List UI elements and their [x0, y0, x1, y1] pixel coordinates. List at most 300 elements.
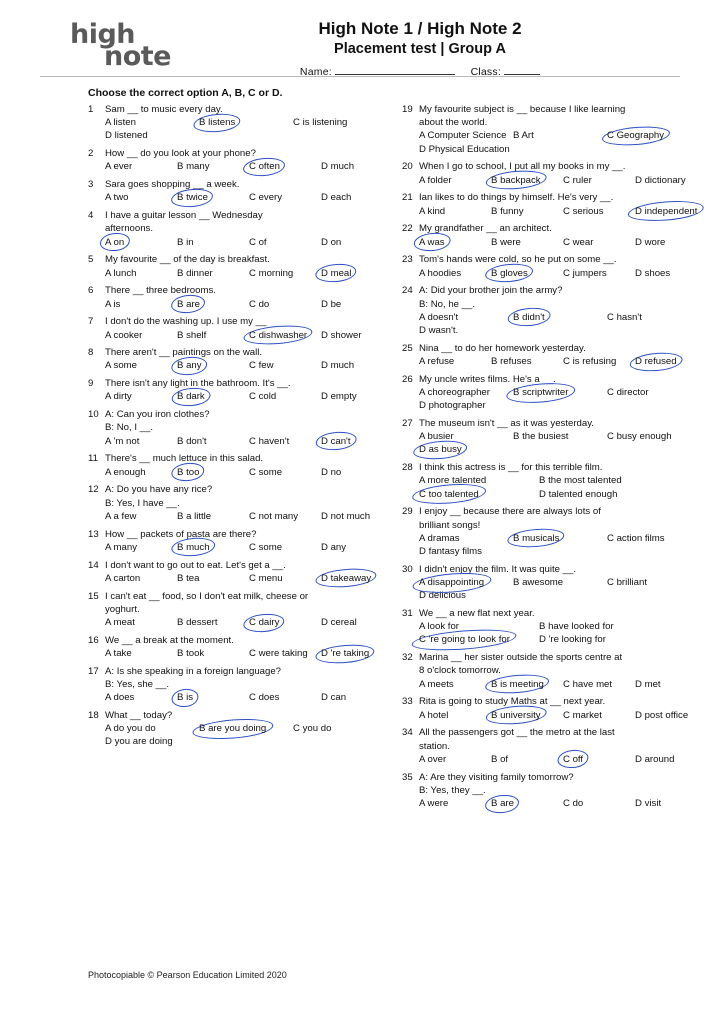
- question-subtext: 8 o'clock tomorrow.: [419, 665, 501, 677]
- question-number: 4: [88, 210, 94, 222]
- question-text: There isn't any light in the bathroom. It's __.: [105, 378, 291, 390]
- question-text: My uncle writes films. He's a __.: [419, 373, 556, 385]
- answer-option[interactable]: D listened: [105, 130, 148, 142]
- option-row: [105, 691, 380, 704]
- question-text: I enjoy __ because there are always lots of: [419, 506, 601, 518]
- answer-option[interactable]: [177, 691, 247, 704]
- option-row: [419, 399, 712, 412]
- answer-option[interactable]: D much: [321, 161, 355, 173]
- question-item: [402, 342, 712, 368]
- answer-option[interactable]: C have met: [563, 678, 613, 690]
- question-text: My grandfather __ an architect.: [419, 223, 552, 235]
- question-text: When I go to school, I put all my books in my __.: [419, 161, 626, 173]
- footer-copyright: Photocopiable © Pearson Education Limited 2020: [88, 970, 287, 980]
- answer-option[interactable]: A cooker: [105, 329, 143, 341]
- page-header: [0, 0, 720, 79]
- answer-option[interactable]: [491, 709, 561, 722]
- selected-answer-circle: C dairy: [249, 616, 280, 628]
- question-item: [88, 346, 380, 372]
- answer-option[interactable]: B refuses: [491, 355, 532, 367]
- question-number: 20: [402, 161, 413, 173]
- answer-option[interactable]: A some: [105, 360, 137, 372]
- question-number: 18: [88, 709, 99, 721]
- question-number: 10: [88, 409, 99, 421]
- answer-option[interactable]: [177, 191, 247, 204]
- answer-option[interactable]: A two: [105, 192, 129, 204]
- option-row: [419, 488, 712, 501]
- question-item: [402, 607, 712, 647]
- answer-option[interactable]: D each: [321, 192, 352, 204]
- answer-option[interactable]: [491, 267, 561, 280]
- option-row: [419, 236, 712, 249]
- answer-option[interactable]: C not many: [249, 510, 299, 522]
- page-subtitle: Placement test | Group A: [334, 41, 506, 58]
- answer-option[interactable]: D not much: [321, 510, 371, 522]
- option-row: [105, 191, 380, 204]
- answer-option[interactable]: A lunch: [105, 267, 137, 279]
- question-number: 3: [88, 179, 94, 191]
- answer-option[interactable]: A folder: [419, 174, 452, 186]
- answer-option[interactable]: A were: [419, 798, 449, 810]
- class-label: Class:: [470, 66, 501, 79]
- class-field[interactable]: [504, 64, 540, 75]
- option-row: [419, 709, 712, 722]
- answer-option[interactable]: C some: [249, 466, 283, 478]
- question-item: [88, 559, 380, 585]
- answer-option[interactable]: [635, 355, 705, 368]
- answer-option[interactable]: [321, 267, 391, 280]
- answer-option[interactable]: A more talented: [419, 475, 487, 487]
- option-row: [419, 633, 712, 646]
- answer-option[interactable]: [513, 311, 605, 324]
- answer-option[interactable]: B don't: [177, 435, 207, 447]
- selected-answer-circle: B is: [177, 692, 193, 704]
- question-subtext: about the world.: [419, 117, 488, 129]
- selected-answer-circle: B are you doing: [199, 723, 267, 735]
- answer-option[interactable]: D post office: [635, 709, 689, 721]
- answer-option[interactable]: B dessert: [177, 616, 218, 628]
- answer-option[interactable]: C of: [249, 236, 267, 248]
- answer-option[interactable]: D talented enough: [539, 488, 618, 500]
- question-item: [402, 651, 712, 691]
- option-row: [419, 474, 712, 487]
- option-row: [419, 174, 712, 187]
- question-number: 33: [402, 696, 413, 708]
- answer-option[interactable]: [491, 797, 561, 810]
- selected-answer-circle: A on: [105, 236, 125, 248]
- answer-option[interactable]: C does: [249, 692, 280, 704]
- answer-option[interactable]: A many: [105, 541, 137, 553]
- question-number: 32: [402, 652, 413, 664]
- question-text: What __ today?: [105, 709, 173, 721]
- answer-option[interactable]: B in: [177, 236, 194, 248]
- answer-option[interactable]: B were: [491, 236, 521, 248]
- answer-option[interactable]: D empty: [321, 391, 357, 403]
- option-row: [419, 267, 712, 280]
- selected-answer-circle: B musicals: [513, 532, 560, 544]
- answer-option[interactable]: B took: [177, 647, 205, 659]
- answer-option[interactable]: B the busiest: [513, 431, 569, 443]
- answer-option[interactable]: D can: [321, 692, 347, 704]
- answer-option[interactable]: C were taking: [249, 647, 308, 659]
- question-text: I have a guitar lesson __ Wednesday: [105, 210, 263, 222]
- answer-option[interactable]: C director: [607, 386, 649, 398]
- answer-option[interactable]: A 'm not: [105, 435, 140, 447]
- option-row: [419, 355, 712, 368]
- option-row: [105, 647, 380, 660]
- question-item: [402, 563, 712, 603]
- question-number: 27: [402, 417, 413, 429]
- option-row: [105, 735, 380, 748]
- answer-option[interactable]: [249, 160, 319, 173]
- answer-option[interactable]: C do: [249, 298, 270, 310]
- question-item: [88, 408, 380, 448]
- question-text: There's __ much lettuce in this salad.: [105, 453, 264, 465]
- selected-answer-circle: B is meeting: [491, 678, 544, 690]
- question-item: [88, 590, 380, 630]
- answer-option[interactable]: D on: [321, 236, 342, 248]
- option-row: [419, 205, 712, 218]
- answer-option[interactable]: D photographer: [419, 400, 486, 412]
- answer-option[interactable]: [419, 633, 537, 646]
- answer-option[interactable]: A over: [419, 753, 447, 765]
- answer-option[interactable]: [419, 576, 511, 589]
- answer-option[interactable]: [491, 678, 561, 691]
- option-row: [419, 797, 712, 810]
- answer-option[interactable]: C hasn't: [607, 311, 642, 323]
- answer-option[interactable]: [177, 359, 247, 372]
- question-item: [88, 377, 380, 403]
- answer-option[interactable]: B many: [177, 161, 210, 173]
- answer-option[interactable]: [177, 298, 247, 311]
- question-text: I don't do the washing up. I use my __: [105, 316, 267, 328]
- answer-option[interactable]: C action films: [607, 532, 665, 544]
- option-row: [105, 510, 380, 523]
- answer-option[interactable]: B funny: [491, 205, 524, 217]
- option-row: [419, 545, 712, 558]
- answer-option[interactable]: [491, 174, 561, 187]
- question-text: The museum isn't __ as it was yesterday.: [419, 417, 594, 429]
- question-number: 35: [402, 771, 413, 783]
- question-item: [402, 373, 712, 413]
- answer-option[interactable]: [419, 443, 537, 456]
- answer-option[interactable]: B of: [491, 753, 509, 765]
- option-row: [419, 311, 712, 324]
- question-item: [402, 695, 712, 721]
- answer-option[interactable]: A busier: [419, 431, 454, 443]
- high-note-logo: [70, 14, 190, 72]
- answer-option[interactable]: D fantasy films: [419, 546, 482, 558]
- question-item: [88, 483, 380, 523]
- answer-option[interactable]: C do: [563, 798, 584, 810]
- answer-option[interactable]: [321, 647, 391, 660]
- question-item: [88, 528, 380, 554]
- answer-option[interactable]: A meat: [105, 616, 135, 628]
- selected-answer-circle: D as busy: [419, 444, 462, 456]
- option-row: [419, 576, 712, 589]
- question-text: A: Can you iron clothes?: [105, 409, 210, 421]
- answer-option[interactable]: [177, 541, 247, 554]
- option-row: [105, 359, 380, 372]
- question-number: 5: [88, 254, 94, 266]
- question-item: [402, 191, 712, 217]
- question-item: [88, 709, 380, 749]
- answer-option[interactable]: D dictionary: [635, 174, 686, 186]
- option-row: [419, 443, 712, 456]
- logo-line-note: note: [104, 40, 171, 72]
- answer-option[interactable]: C few: [249, 360, 274, 372]
- question-number: 22: [402, 223, 413, 235]
- title-block: [190, 14, 680, 78]
- answer-option[interactable]: [635, 205, 705, 218]
- question-number: 23: [402, 254, 413, 266]
- answer-option[interactable]: A look for: [419, 621, 459, 633]
- selected-answer-circle: A disappointing: [419, 577, 485, 588]
- selected-answer-circle: B backpack: [491, 174, 541, 186]
- selected-answer-circle: B twice: [177, 192, 208, 204]
- answer-option[interactable]: [249, 329, 319, 342]
- option-row: [105, 435, 380, 448]
- question-subtext: B: Yes, they __.: [419, 784, 486, 796]
- option-row: [419, 753, 712, 766]
- answer-option[interactable]: D much: [321, 360, 355, 372]
- answer-option[interactable]: B tea: [177, 572, 200, 584]
- answer-option[interactable]: A doesn't: [419, 311, 459, 323]
- answer-option[interactable]: C you do: [293, 723, 332, 735]
- question-item: [402, 160, 712, 186]
- answer-option[interactable]: [321, 572, 391, 585]
- answer-option[interactable]: C wear: [563, 236, 594, 248]
- option-row: [419, 532, 712, 545]
- question-number: 9: [88, 378, 94, 390]
- question-item: [88, 315, 380, 341]
- question-number: 15: [88, 590, 99, 602]
- option-row: [419, 129, 712, 142]
- question-text: A: Are they visiting family tomorrow?: [419, 771, 574, 783]
- question-number: 11: [88, 453, 98, 465]
- answer-option[interactable]: A take: [105, 647, 132, 659]
- answer-option[interactable]: A carton: [105, 572, 141, 584]
- answer-option[interactable]: D no: [321, 466, 342, 478]
- question-text: All the passengers got __ the metro at the last: [419, 727, 615, 739]
- answer-option[interactable]: C busy enough: [607, 431, 672, 443]
- question-number: 25: [402, 342, 413, 354]
- answer-option[interactable]: [249, 616, 319, 629]
- question-subtext: B: No, I __.: [105, 422, 153, 434]
- answer-option[interactable]: [419, 236, 489, 249]
- answer-option[interactable]: D delicious: [419, 590, 466, 602]
- question-text: Tom's hands were cold, so he put on some __.: [419, 254, 617, 266]
- answer-option[interactable]: A kind: [419, 205, 446, 217]
- answer-option[interactable]: A refuse: [419, 355, 455, 367]
- question-number: 26: [402, 373, 413, 385]
- answer-option[interactable]: [419, 488, 537, 501]
- answer-option[interactable]: C ruler: [563, 174, 592, 186]
- question-number: 28: [402, 462, 413, 474]
- option-row: [105, 541, 380, 554]
- question-subtext: yoghurt.: [105, 603, 140, 615]
- selected-answer-circle: B gloves: [491, 267, 528, 279]
- option-row: [105, 329, 380, 342]
- question-number: 17: [88, 665, 99, 677]
- answer-option[interactable]: D you are doing: [105, 736, 173, 748]
- answer-option[interactable]: B awesome: [513, 577, 564, 588]
- selected-answer-circle: B listens: [199, 117, 236, 129]
- question-text: Nina __ to do her homework yesterday.: [419, 342, 586, 354]
- answer-option[interactable]: [199, 722, 291, 735]
- answer-option[interactable]: [105, 236, 175, 249]
- answer-option[interactable]: D met: [635, 678, 661, 690]
- answer-option[interactable]: B a little: [177, 510, 212, 522]
- selected-answer-circle: B much: [177, 541, 210, 553]
- left-column: [88, 103, 380, 815]
- answer-option[interactable]: D shower: [321, 329, 362, 341]
- answer-option[interactable]: [177, 390, 247, 403]
- question-number: 21: [402, 192, 413, 204]
- answer-option[interactable]: A a few: [105, 510, 137, 522]
- selected-answer-circle: C dishwasher: [249, 329, 308, 341]
- answer-option[interactable]: D wore: [635, 236, 666, 248]
- option-row: [105, 390, 380, 403]
- question-number: 19: [402, 104, 413, 115]
- answer-option[interactable]: C jumpers: [563, 267, 607, 279]
- answer-option[interactable]: B have looked for: [539, 621, 614, 633]
- question-number: 24: [402, 285, 413, 297]
- answer-option[interactable]: D 're looking for: [539, 634, 606, 646]
- answer-option[interactable]: D visit: [635, 798, 662, 810]
- answer-option[interactable]: D be: [321, 298, 342, 310]
- question-text: We __ a new flat next year.: [419, 607, 535, 619]
- name-field[interactable]: [335, 64, 455, 75]
- answer-option[interactable]: A dirty: [105, 391, 132, 403]
- answer-option[interactable]: B the most talented: [539, 475, 622, 487]
- answer-option[interactable]: A hotel: [419, 709, 449, 721]
- answer-option[interactable]: A does: [105, 692, 135, 704]
- answer-option[interactable]: D wasn't.: [419, 325, 459, 337]
- answer-option[interactable]: D around: [635, 753, 675, 765]
- answer-option[interactable]: C some: [249, 541, 283, 553]
- answer-option[interactable]: [513, 532, 605, 545]
- answer-option[interactable]: C menu: [249, 572, 283, 584]
- answer-option[interactable]: D any: [321, 541, 347, 553]
- answer-option[interactable]: D Physical Education: [419, 143, 510, 155]
- question-text: How __ packets of pasta are there?: [105, 528, 257, 540]
- answer-option[interactable]: B shelf: [177, 329, 207, 341]
- option-row: [105, 236, 380, 249]
- answer-option[interactable]: C every: [249, 192, 283, 204]
- question-text: A: Is she speaking in a foreign language?: [105, 665, 282, 677]
- selected-answer-circle: C too talented: [419, 488, 479, 500]
- selected-answer-circle: D refused: [635, 355, 677, 367]
- question-subtext: B: Yes, she __.: [105, 678, 170, 690]
- option-row: [419, 620, 712, 633]
- name-class-fields: [190, 64, 650, 78]
- answer-option[interactable]: C morning: [249, 267, 294, 279]
- selected-answer-circle: C Geography: [607, 130, 665, 142]
- selected-answer-circle: B didn't: [513, 311, 545, 323]
- selected-answer-circle: C off: [563, 753, 584, 765]
- answer-option[interactable]: C cold: [249, 391, 277, 403]
- selected-answer-circle: D independent: [635, 205, 698, 217]
- answer-option[interactable]: C serious: [563, 205, 604, 217]
- answer-option[interactable]: A ever: [105, 161, 133, 173]
- question-number: 34: [402, 727, 413, 739]
- question-item: [88, 284, 380, 310]
- answer-option[interactable]: [563, 753, 633, 766]
- page-title: High Note 1 / High Note 2: [318, 19, 522, 38]
- answer-option[interactable]: [321, 435, 391, 448]
- selected-answer-circle: B too: [177, 466, 200, 478]
- question-item: [402, 103, 712, 156]
- question-number: 7: [88, 316, 94, 328]
- question-number: 12: [88, 484, 99, 496]
- answer-option[interactable]: [177, 466, 247, 479]
- question-text: There aren't __ paintings on the wall.: [105, 347, 263, 359]
- answer-option[interactable]: A is: [105, 298, 121, 310]
- answer-option[interactable]: A listen: [105, 117, 136, 129]
- question-item: [88, 253, 380, 279]
- answer-option[interactable]: A choreographer: [419, 386, 490, 398]
- selected-answer-circle: C often: [249, 161, 280, 173]
- selected-answer-circle: D meal: [321, 267, 352, 279]
- option-row: [105, 572, 380, 585]
- answer-option[interactable]: C is refusing: [563, 355, 617, 367]
- question-text: My favourite __ of the day is breakfast.: [105, 254, 270, 266]
- answer-option[interactable]: [607, 129, 699, 142]
- answer-option[interactable]: A Computer Science: [419, 130, 507, 142]
- question-text: Rita is going to study Maths at __ next year.: [419, 696, 606, 708]
- answer-option[interactable]: A meets: [419, 678, 454, 690]
- answer-option[interactable]: A dramas: [419, 532, 460, 544]
- answer-option[interactable]: [199, 116, 291, 129]
- question-text: We __ a break at the moment.: [105, 634, 234, 646]
- answer-option[interactable]: A enough: [105, 466, 146, 478]
- answer-option[interactable]: A hoodies: [419, 267, 462, 279]
- option-row: [419, 589, 712, 602]
- selected-answer-circle: B university: [491, 709, 541, 721]
- instruction-text: Choose the correct option A, B, C or D.: [88, 87, 283, 99]
- option-row: [419, 430, 712, 443]
- selected-answer-circle: B scriptwriter: [513, 386, 569, 398]
- question-item: [88, 452, 380, 478]
- question-number: 8: [88, 347, 94, 359]
- option-row: [105, 267, 380, 280]
- selected-answer-circle: B are: [177, 298, 200, 310]
- answer-option[interactable]: C haven't: [249, 435, 290, 447]
- question-item: [402, 284, 712, 337]
- name-label: Name:: [299, 66, 332, 79]
- answer-option[interactable]: B Art: [513, 130, 534, 142]
- question-item: [88, 178, 380, 204]
- answer-option[interactable]: B dinner: [177, 267, 213, 279]
- answer-option[interactable]: C market: [563, 709, 602, 721]
- answer-option[interactable]: [513, 386, 605, 399]
- question-item: [88, 634, 380, 660]
- selected-answer-circle: B dark: [177, 391, 205, 403]
- question-text: A: Did your brother join the army?: [419, 285, 563, 297]
- option-row: [419, 143, 712, 156]
- answer-option[interactable]: D shoes: [635, 267, 671, 279]
- question-subtext: station.: [419, 740, 450, 752]
- answer-option[interactable]: C is listening: [293, 117, 348, 129]
- question-item: [402, 461, 712, 501]
- question-item: [88, 103, 380, 143]
- question-number: 31: [402, 607, 413, 619]
- answer-option[interactable]: D cereal: [321, 616, 357, 628]
- answer-option[interactable]: C brilliant: [607, 577, 647, 588]
- logo-line-high: high: [70, 19, 136, 50]
- answer-option[interactable]: A do you do: [105, 723, 156, 735]
